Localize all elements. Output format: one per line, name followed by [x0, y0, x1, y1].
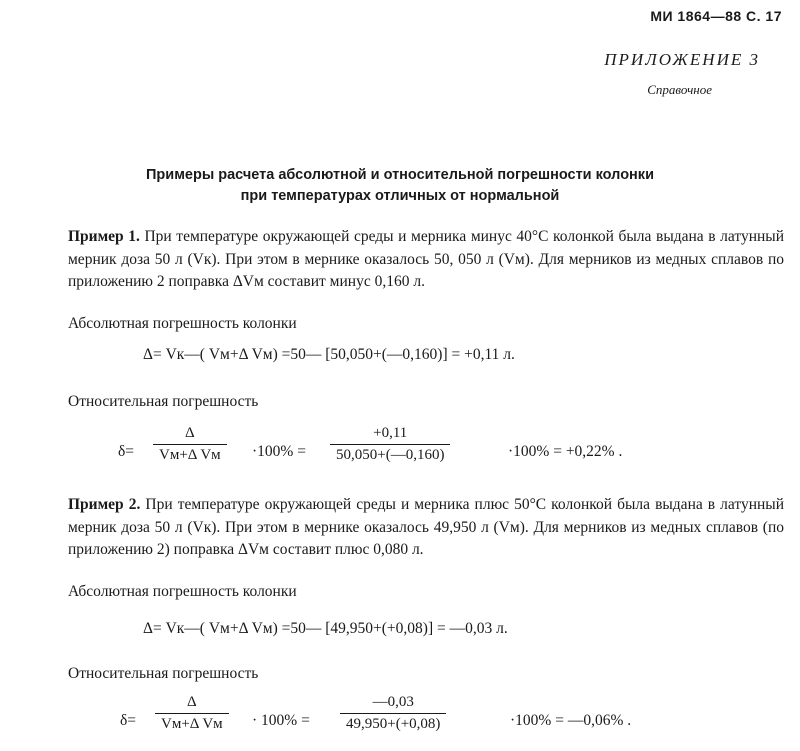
example-2-label: Пример 2.	[68, 496, 141, 513]
example-1-fraction-1	[153, 425, 227, 464]
example-1-fraction-1-numerator: Δ	[153, 425, 227, 445]
document-reference: МИ 1864—88 С. 17	[650, 8, 782, 24]
example-1-abs-formula: Δ= Vк—( Vм+Δ Vм) =50— [50,050+(—0,160)] = +0,11 л.	[143, 346, 515, 363]
example-2-rel-middle: · 100% =	[252, 712, 310, 729]
appendix-note: Справочное	[647, 82, 712, 97]
example-2-rel-tail: ·100% = —0,06% .	[510, 712, 632, 729]
example-1-rel-label: Относительная погрешность	[68, 393, 259, 410]
example-1-label: Пример 1.	[68, 228, 140, 245]
example-2-abs-formula: Δ= Vк—( Vм+Δ Vм) =50— [49,950+(+0,08)] = —0,03 л.	[143, 620, 508, 637]
example-2-fraction-2-denominator: 49,950+(+0,08)	[346, 716, 441, 732]
example-1-abs-label: Абсолютная погрешность колонки	[68, 315, 297, 332]
example-2-paragraph	[68, 494, 784, 562]
example-1-rel-lhs: δ=	[118, 443, 135, 460]
example-2-abs-label: Абсолютная погрешность колонки	[68, 583, 297, 600]
example-2-fraction-1-denominator: Vм+Δ Vм	[161, 716, 223, 732]
example-1-fraction-1-denominator: Vм+Δ Vм	[159, 447, 221, 463]
example-1-text: При температуре окружающей среды и мерника минус 40°С колонкой была выдана в латунный мерник доза 50 л (Vк). При этом в мернике оказалось 50, 050 л (Vм). Для мерников из медных сплавов по приложению 2 поправка ΔVм составит минус 0,160 л.	[68, 228, 785, 290]
example-2-fraction-1	[155, 694, 229, 733]
example-1-rel-tail: ·100% = +0,22% .	[508, 443, 623, 460]
section-title-line-2: при температурах отличных от нормальной	[240, 188, 560, 204]
example-2-text: При температуре окружающей среды и мерника плюс 50°С колонкой была выдана в латунный мерник доза 50 л (Vк). При этом в мернике оказалось 49,950 л (Vм). Для мерников из медных сплавов (по приложению 2) поправка ΔVм составит плюс 0,080 л.	[68, 496, 784, 558]
example-1-fraction-2-denominator: 50,050+(—0,160)	[336, 447, 445, 463]
example-2-rel-lhs: δ=	[120, 712, 137, 729]
example-2-fraction-2	[340, 694, 446, 733]
example-1-rel-middle: ·100% =	[252, 443, 306, 460]
example-2-fraction-2-numerator: —0,03	[340, 694, 446, 714]
appendix-title: ПРИЛОЖЕНИЕ 3	[604, 50, 760, 69]
example-2-fraction-1-numerator: Δ	[155, 694, 229, 714]
example-2-rel-label: Относительная погрешность	[68, 665, 259, 682]
example-1-fraction-2-numerator: +0,11	[330, 425, 450, 445]
section-title-line-1: Примеры расчета абсолютной и относительной погрешности колонки	[146, 167, 654, 183]
example-1-paragraph	[68, 226, 784, 294]
example-1-fraction-2	[330, 425, 450, 464]
